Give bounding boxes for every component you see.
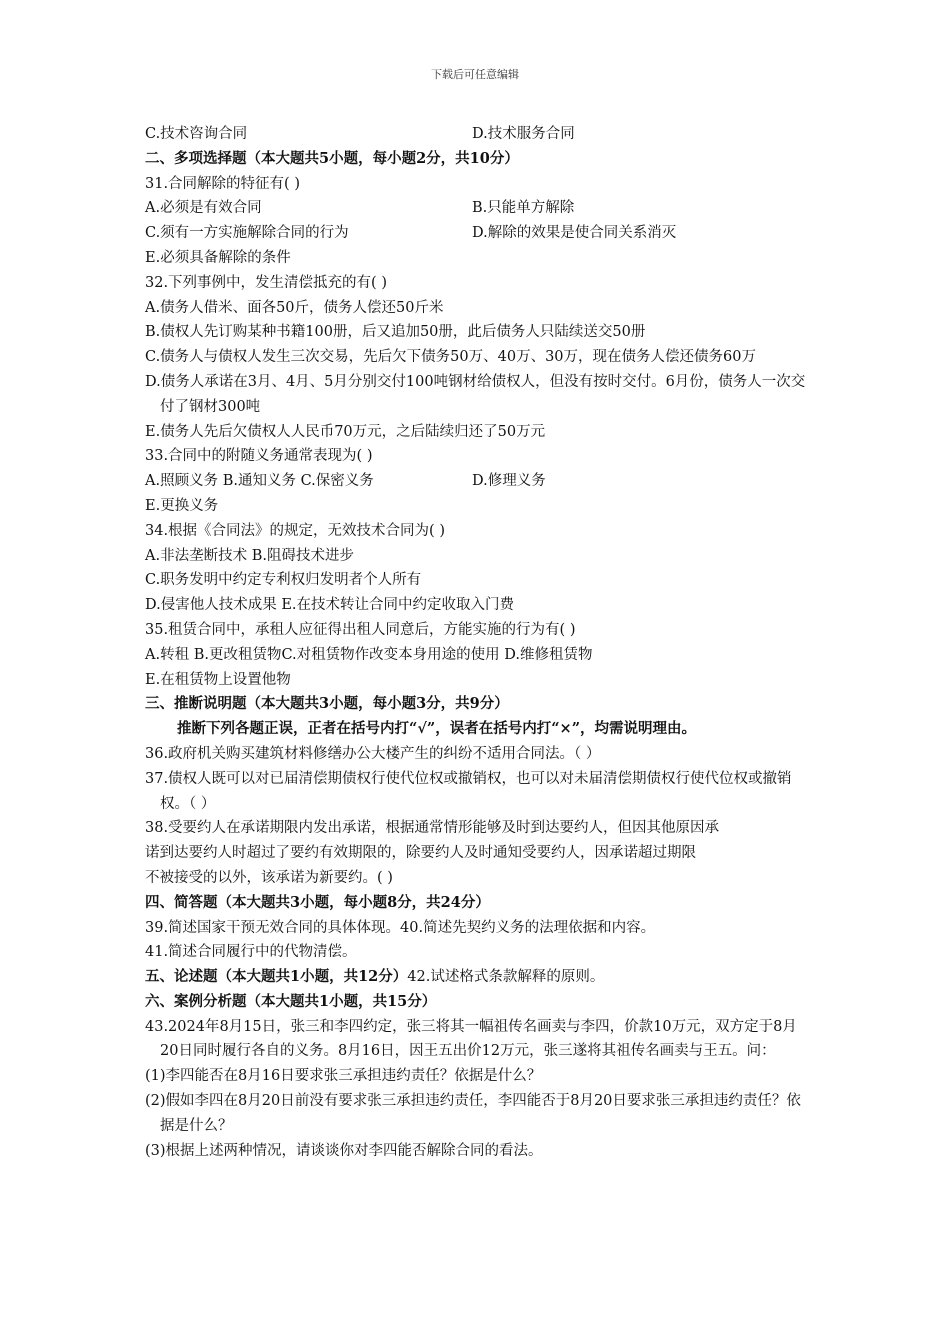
question-42: 42.试述格式条款解释的原则。 bbox=[407, 969, 605, 986]
question-43-part-3: (3)根据上述两种情况，请谈谈你对李四能否解除合同的看法。 bbox=[145, 1142, 543, 1159]
section-heading-2: 二、多项选择题（本大题共5小题，每小题2分，共10分） bbox=[145, 149, 519, 167]
option-b: B.只能单方解除 bbox=[472, 200, 575, 217]
options-abcd: A.转租 B.更改租赁物C.对租赁物作改变本身用途的使用 D.维修租赁物 bbox=[145, 646, 593, 663]
options-abc: A.照顾义务 B.通知义务 C.保密义务 bbox=[145, 473, 374, 490]
option-e: E.必须具备解除的条件 bbox=[145, 249, 291, 266]
option-row bbox=[145, 469, 810, 494]
question-38-line-2: 诺到达要约人时超过了要约有效期限的，除要约人及时通知受要约人，因承诺超过期限 bbox=[145, 845, 696, 862]
option-d: D.技术服务合同 bbox=[472, 126, 575, 142]
question-37: 37.债权人既可以对已届清偿期债权行使代位权或撤销权，也可以对未届清偿期债权行使代位权或撤销权。（ ） bbox=[145, 770, 792, 812]
question-36: 36.政府机关购买建筑材料修缮办公大楼产生的纠纷不适用合同法。（ ） bbox=[145, 745, 601, 762]
option-c: C.须有一方实施解除合同的行为 bbox=[145, 225, 349, 242]
questions-39-40: 39.简述国家干预无效合同的具体体现。40.简述先契约义务的法理依据和内容。 bbox=[145, 919, 656, 936]
option-d: D.修理义务 bbox=[472, 473, 546, 490]
question-43: 43.2024年8月15日，张三和李四约定，张三将其一幅祖传名画卖与李四，价款10万元，双方定于8月20日同时履行各自的义务。8月16日，因王五出价12万元，张三遂将其祖传名画卖与王五。问： bbox=[145, 1018, 797, 1060]
option-b: B.债权人先订购某种书籍100册，后又追加50册，此后债务人只陆续送交50册 bbox=[145, 324, 646, 341]
option-d: D.债务人承诺在3月、4月、5月分别交付100吨钢材给债权人，但没有按时交付。6月份，债务人一次交付了钢材300吨 bbox=[145, 373, 806, 415]
section-heading-6: 六、案例分析题（本大题共1小题，共15分） bbox=[145, 992, 437, 1010]
section-instructions: 推断下列各题正误，正者在括号内打“√”，误者在括号内打“×”，均需说明理由。 bbox=[177, 720, 697, 738]
option-a: A.必须是有效合同 bbox=[145, 200, 262, 217]
question-43-part-2: (2)假如李四在8月20日前没有要求张三承担违约责任，李四能否于8月20日要求张三承担违约责任？依据是什么？ bbox=[145, 1093, 801, 1134]
option-row bbox=[145, 122, 810, 147]
option-row bbox=[145, 221, 810, 246]
options-ab: A.非法垄断技术 B.阻碍技术进步 bbox=[145, 547, 354, 564]
question-34: 34.根据《合同法》的规定，无效技术合同为( ) bbox=[145, 522, 445, 539]
document-body bbox=[145, 122, 810, 1163]
option-row bbox=[145, 196, 810, 221]
question-31: 31.合同解除的特征有( ) bbox=[145, 175, 300, 192]
question-38-line-1: 38.受要约人在承诺期限内发出承诺，根据通常情形能够及时到达要约人，但因其他原因承 bbox=[145, 820, 720, 837]
option-e: E.更换义务 bbox=[145, 497, 219, 514]
option-c: C.职务发明中约定专利权归发明者个人所有 bbox=[145, 572, 422, 589]
question-33: 33.合同中的附随义务通常表现为( ) bbox=[145, 448, 373, 465]
question-41: 41.简述合同履行中的代物清偿。 bbox=[145, 944, 357, 961]
option-c: C.技术咨询合同 bbox=[145, 126, 248, 142]
section-5-row bbox=[145, 965, 810, 990]
section-heading-4: 四、简答题（本大题共3小题，每小题8分，共24分） bbox=[145, 893, 490, 911]
option-c: C.债务人与债权人发生三次交易，先后欠下债务50万、40万、30万，现在债务人偿还债务60万 bbox=[145, 349, 756, 366]
option-d: D.解除的效果是使合同关系消灭 bbox=[472, 225, 677, 242]
options-de: D.侵害他人技术成果 E.在技术转让合同中约定收取入门费 bbox=[145, 597, 515, 614]
question-32: 32.下列事例中，发生清偿抵充的有( ) bbox=[145, 274, 387, 291]
question-38-line-3: 不被接受的以外，该承诺为新要约。( ) bbox=[145, 869, 393, 886]
page-header: 下载后可任意编辑 bbox=[431, 68, 519, 81]
section-heading-5: 五、论述题（本大题共1小题，共12分） bbox=[145, 968, 408, 986]
section-heading-3: 三、推断说明题（本大题共3小题，每小题3分，共9分） bbox=[145, 695, 509, 713]
option-a: A.债务人借米、面各50斤，债务人偿还50斤米 bbox=[145, 299, 444, 316]
option-e: E.债务人先后欠债权人人民币70万元，之后陆续归还了50万元 bbox=[145, 423, 546, 440]
question-35: 35.租赁合同中，承租人应征得出租人同意后，方能实施的行为有( ) bbox=[145, 621, 576, 638]
question-43-part-1: (1)李四能否在8月16日要求张三承担违约责任？依据是什么？ bbox=[145, 1068, 542, 1085]
option-e: E.在租赁物上设置他物 bbox=[145, 671, 291, 688]
